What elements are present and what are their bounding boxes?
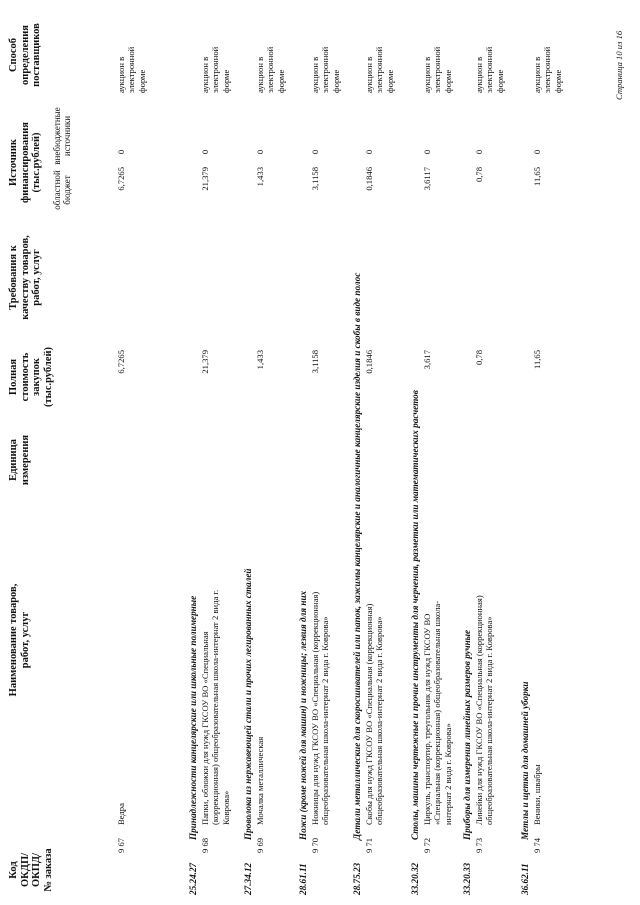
item-offbudget: 0 [255, 149, 265, 155]
section-code: 28.75.23 [352, 862, 362, 895]
section-code: 27.34.12 [243, 862, 253, 895]
item-cost: 0,78 [474, 350, 484, 366]
header-method: Способ определения поставщиков [8, 23, 42, 87]
header-name: Наименование товаров, работ, услуг [8, 583, 31, 697]
section-title: Ножи (кроме ножей для машин) и ножницы; лезвия для них [298, 590, 308, 840]
order-number: 9 67 [116, 837, 126, 853]
order-number: 9 70 [310, 837, 320, 853]
section-title: Приборы для измерения линейных размеров ручные [462, 629, 472, 840]
item-method: аукцион в электронной форме [310, 46, 341, 93]
item-offbudget: 0 [532, 149, 542, 155]
item-regional: 3,1158 [310, 167, 320, 191]
item-regional: 21,379 [200, 167, 210, 191]
item-method: аукцион в электронной форме [422, 46, 453, 93]
item-cost: 3,1158 [310, 350, 320, 374]
item-method: аукцион в электронной форме [532, 46, 563, 93]
header-unit: Единица измерения [8, 434, 31, 486]
item-regional: 0,78 [474, 167, 484, 183]
item-offbudget: 0 [200, 149, 210, 155]
item-method: аукцион в электронной форме [364, 46, 395, 93]
item-method: аукцион в электронной форме [474, 46, 505, 93]
order-number: 9 72 [422, 837, 432, 853]
section-code: 28.61.11 [298, 863, 308, 895]
section-code: 36.62.11 [520, 863, 530, 895]
item-regional: 1,433 [255, 167, 265, 187]
item-offbudget: 0 [474, 149, 484, 155]
order-number: 9 74 [532, 837, 542, 853]
item-cost: 1,433 [255, 350, 265, 370]
section-title: Детали металлические для скоросшивателей или папок, зажимы канцелярские и аналогичные канцелярские изделия и скобы в виде полос [352, 272, 362, 840]
item-cost: 6,7265 [116, 350, 126, 374]
item-name: Скобы для нужд ГКСОУ ВО «Специальная (коррекционная) общеобразовательная школа-интернат 2 вида г. Коврова» [364, 603, 385, 825]
item-regional: 6,7265 [116, 167, 126, 191]
item-cost: 0,1846 [364, 350, 374, 374]
header-code: Код ОКДП/ ОКПД/ № заказа [8, 848, 54, 892]
item-offbudget: 0 [310, 149, 320, 155]
header-quality: Требования к качеству товаров, работ, услуг [8, 235, 42, 320]
order-number: 9 71 [364, 837, 374, 853]
item-regional: 3,6117 [422, 167, 432, 191]
section-code: 33.20.32 [410, 862, 420, 895]
item-regional: 11,65 [532, 167, 542, 187]
section-title: Метлы и щетки для домашней уборки [520, 681, 530, 840]
item-method: аукцион в электронной форме [116, 46, 147, 93]
item-name: Мочалка металлическая [255, 736, 265, 825]
header-source-regional: областной бюджет [52, 170, 72, 210]
header-source: Источник финансирования (тыс.рублей) [8, 122, 42, 203]
item-cost: 3,617 [422, 350, 432, 370]
section-code: 33.20.33 [462, 862, 472, 895]
order-number: 9 69 [255, 837, 265, 853]
item-name: Ножницы для нужд ГКСОУ ВО «Специальная (коррекционная) общеобразовательная школа-интернат 2 вида г. Коврова» [310, 591, 331, 825]
item-name: Циркуль, транспортир, треугольник для нужд ГКСОУ ВО «Специальная (коррекционная) общеобразовательная школа- интернат 2 вида г. Коврова» [422, 600, 453, 825]
order-number: 9 73 [474, 837, 484, 853]
item-name: Ведра [116, 803, 126, 825]
page-number: Страница 10 из 16 [614, 30, 624, 100]
item-offbudget: 0 [116, 149, 126, 155]
item-name: Линейки для нужд ГКСОУ ВО «Специальная (коррекционная) общеобразовательная школа-интернат 2 вида г. Коврова» [474, 595, 495, 825]
item-method: аукцион в электронной форме [200, 46, 231, 93]
item-cost: 21,379 [200, 350, 210, 374]
item-cost: 11,65 [532, 350, 542, 370]
item-offbudget: 0 [364, 149, 374, 155]
header-cost: Полная стоимость закупок (тыс.рублей) [8, 346, 54, 408]
section-title: Проволока из нержавеющей стали и прочих легированных сталей [243, 568, 253, 840]
section-title: Столы, машины чертежные и прочие инструменты для черчения, разметки или математических расчетов [410, 390, 420, 840]
item-name: Веники, швабры [532, 764, 542, 825]
item-name: Папки, обложки для нужд ГКСОУ ВО «Специальная (коррекционная) общеобразовательная школа-интернат 2 вида г. Коврова» [200, 589, 231, 825]
item-regional: 0,1846 [364, 167, 374, 191]
item-offbudget: 0 [422, 149, 432, 155]
section-code: 25.24.27 [188, 862, 198, 895]
item-method: аукцион в электронной форме [255, 46, 286, 93]
header-source-offbudget: внебюджетные источники [52, 107, 72, 165]
section-title: Принадлежности канцелярские или школьные полимерные [188, 595, 198, 840]
order-number: 9 68 [200, 837, 210, 853]
